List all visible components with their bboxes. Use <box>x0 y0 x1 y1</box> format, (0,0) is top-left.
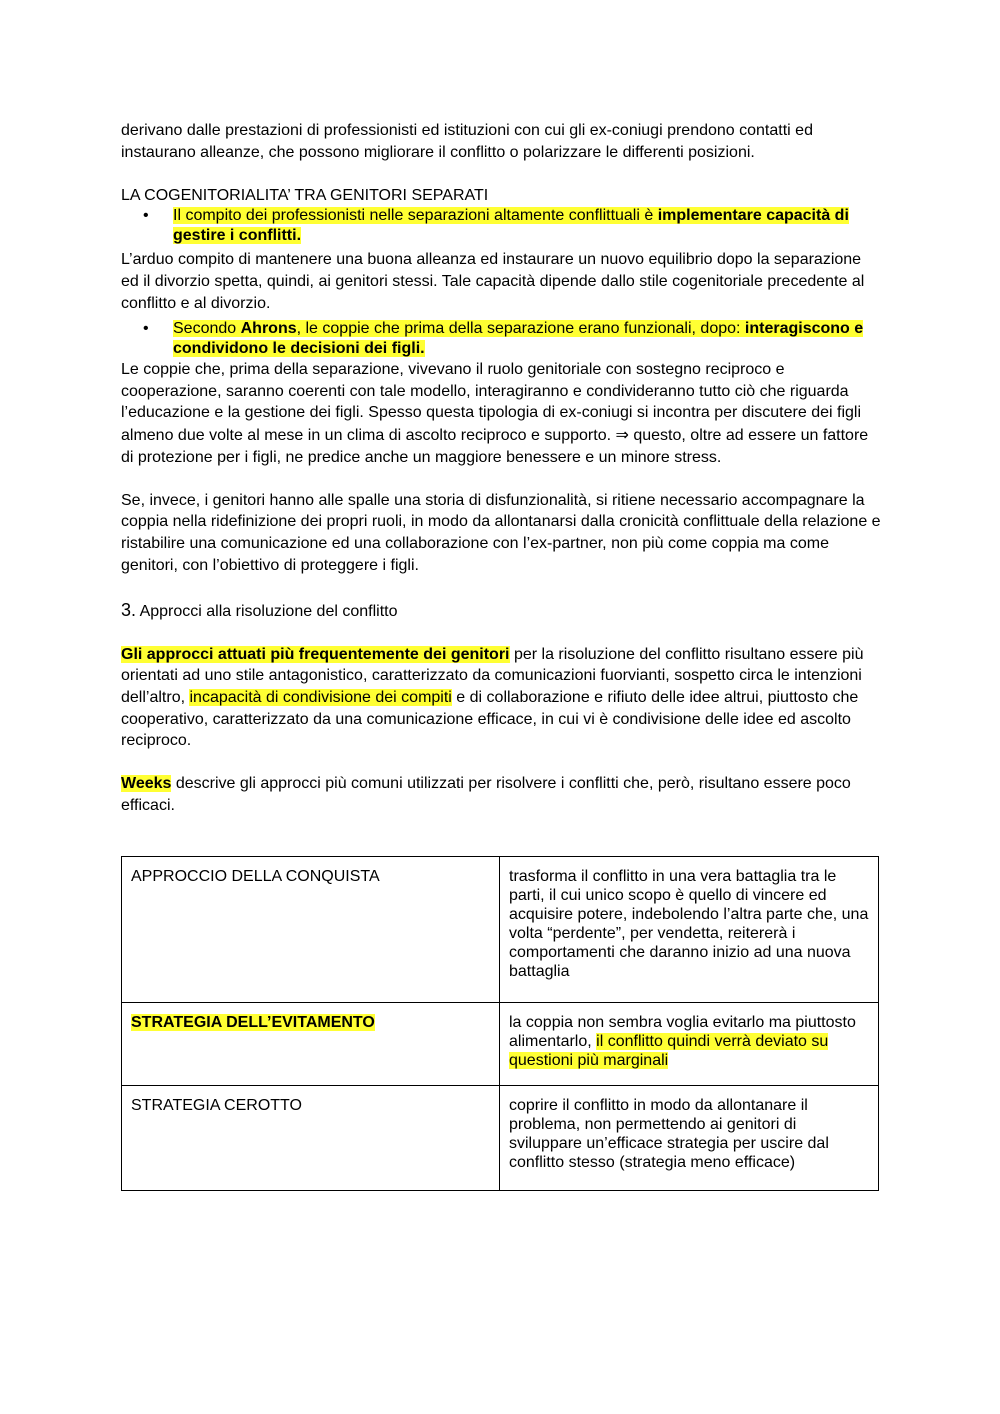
bullet-bold-text: implementare capacità di gestire i conflitti. <box>173 207 849 245</box>
paragraph-weeks <box>121 773 883 816</box>
author-name: Weeks <box>121 775 172 793</box>
approaches-table <box>121 856 879 1191</box>
highlighted-bold-text: Gli approcci attuati più frequentemente dei genitori <box>121 645 510 663</box>
highlighted-text: incapacità di condivisione dei compiti <box>189 689 452 707</box>
bullet-text: , le coppie che prima della separazione erano funzionali, dopo: <box>296 320 745 338</box>
highlighted-text <box>173 320 863 357</box>
bullet-item-ahrons <box>121 319 883 359</box>
paragraph-text: descrive gli approcci più comuni utilizzati per risolvere i conflitti che, però, risultano essere poco efficaci. <box>121 775 851 815</box>
table-cell-description: trasforma il conflitto in una vera battaglia tra le parti, il cui unico scopo è quello di vincere ed acquisire potere, indebolendo l’altra parte che, una volta “perdente”, per vendetta, reitererà i comportamenti che daranno inizio ad una nuova battaglia <box>500 857 879 1003</box>
bullet-text: Il compito dei professionisti nelle separazioni altamente conflittuali è <box>173 207 658 225</box>
paragraph-approcci-genitori <box>121 644 883 752</box>
paragraph-text: Le coppie che, prima della separazione, vivevano il ruolo genitoriale con sostegno reciproco e cooperazione, saranno coerenti con tale modello, interagiranno e condivideranno tutto ciò che riguarda l’educazione e la gestione dei figli. Spesso questa tipologia di ex-coniugi si incontra per discutere dei figli almeno due volte al mese in un clima di ascolto reciproco e supporto. <box>121 361 861 444</box>
table-cell-description: coprire il conflitto in modo da allontanare il problema, non permettendo ai genitori di sviluppare un’efficace strategia per uscire dal conflitto stesso (strategia meno efficace) <box>500 1086 879 1191</box>
cell-text: la coppia non sembra voglia evitarlo ma piuttosto alimentarlo, <box>509 1014 856 1050</box>
section-heading-approcci <box>121 600 883 623</box>
paragraph-text: e di collaborazione e rifiuto delle idee altrui, piuttosto che cooperativo, caratterizzato da una comunicazione efficace, in cui vi è condivisione delle idee ed ascolto reciproco. <box>121 689 859 750</box>
highlighted-bold-text: STRATEGIA DELL’EVITAMENTO <box>131 1014 375 1031</box>
paragraph-alleanza: L’arduo compito di mantenere una buona alleanza ed instaurare un nuovo equilibrio dopo la separazione ed il divorzio spetta, quindi, ai genitori stessi. Tale capacità dipende dallo stile cogenitoriale precedente al conflitto e al divorzio. <box>121 251 865 312</box>
intro-line-2: instaurano alleanze, che possono migliorare il conflitto o polarizzare le differenti posizioni. <box>121 143 755 161</box>
table-row <box>122 1003 879 1086</box>
table-cell-approach: STRATEGIA CEROTTO <box>122 1086 500 1191</box>
paragraph-coppie-funzionali <box>121 359 883 468</box>
author-name: Ahrons <box>240 320 297 338</box>
bullet-text: Secondo <box>173 320 241 338</box>
bullet-bold-text: interagiscono e condividono le decisioni dei figli. <box>173 320 864 358</box>
implies-arrow-icon: ⇒ <box>615 424 629 444</box>
intro-line-1: derivano dalle prestazioni di professionisti ed istituzioni con cui gli ex-coniugi prendono contatti ed <box>121 122 813 139</box>
highlighted-text: il conflitto quindi verrà deviato su questioni più marginali <box>509 1033 829 1069</box>
paragraph-disfunzionalita: Se, invece, i genitori hanno alle spalle una storia di disfunzionalità, si ritiene necessario accompagnare la coppia nella ridefinizione dei propri ruoli, in modo da allontanarsi dalla cronicità conflittuale della relazione e ristabilire una comunicazione ed una collaborazione con l’ex-partner, non più come coppia ma come genitori, con l’obiettivo di proteggere i figli. <box>121 491 881 574</box>
bullet-icon: • <box>143 207 149 225</box>
paragraph-text: per la risoluzione del conflitto risultano essere più orientati ad uno stile antagonistico, caratterizzato da comunicazioni fuorvianti, sospetto circa le intenzioni dell’altro, <box>121 645 864 707</box>
paragraph-text: questo, oltre ad essere un fattore di protezione per i figli, ne predice anche un maggiore benessere e un minore stress. <box>121 426 869 466</box>
section-title: Approcci alla risoluzione del conflitto <box>139 602 398 620</box>
highlighted-text <box>173 207 849 244</box>
table-cell-approach: APPROCCIO DELLA CONQUISTA <box>122 857 500 1003</box>
table-cell-description <box>500 1003 879 1086</box>
table-row <box>122 1086 879 1191</box>
table-row <box>122 857 879 1003</box>
bullet-icon: • <box>143 320 149 338</box>
section-number: 3. <box>121 599 137 620</box>
bullet-item-professionisti <box>121 206 883 246</box>
section-heading-cogenitorialita: LA COGENITORIALITA’ TRA GENITORI SEPARATI <box>121 186 489 204</box>
table-cell-approach <box>122 1003 500 1086</box>
document-page <box>121 120 883 817</box>
